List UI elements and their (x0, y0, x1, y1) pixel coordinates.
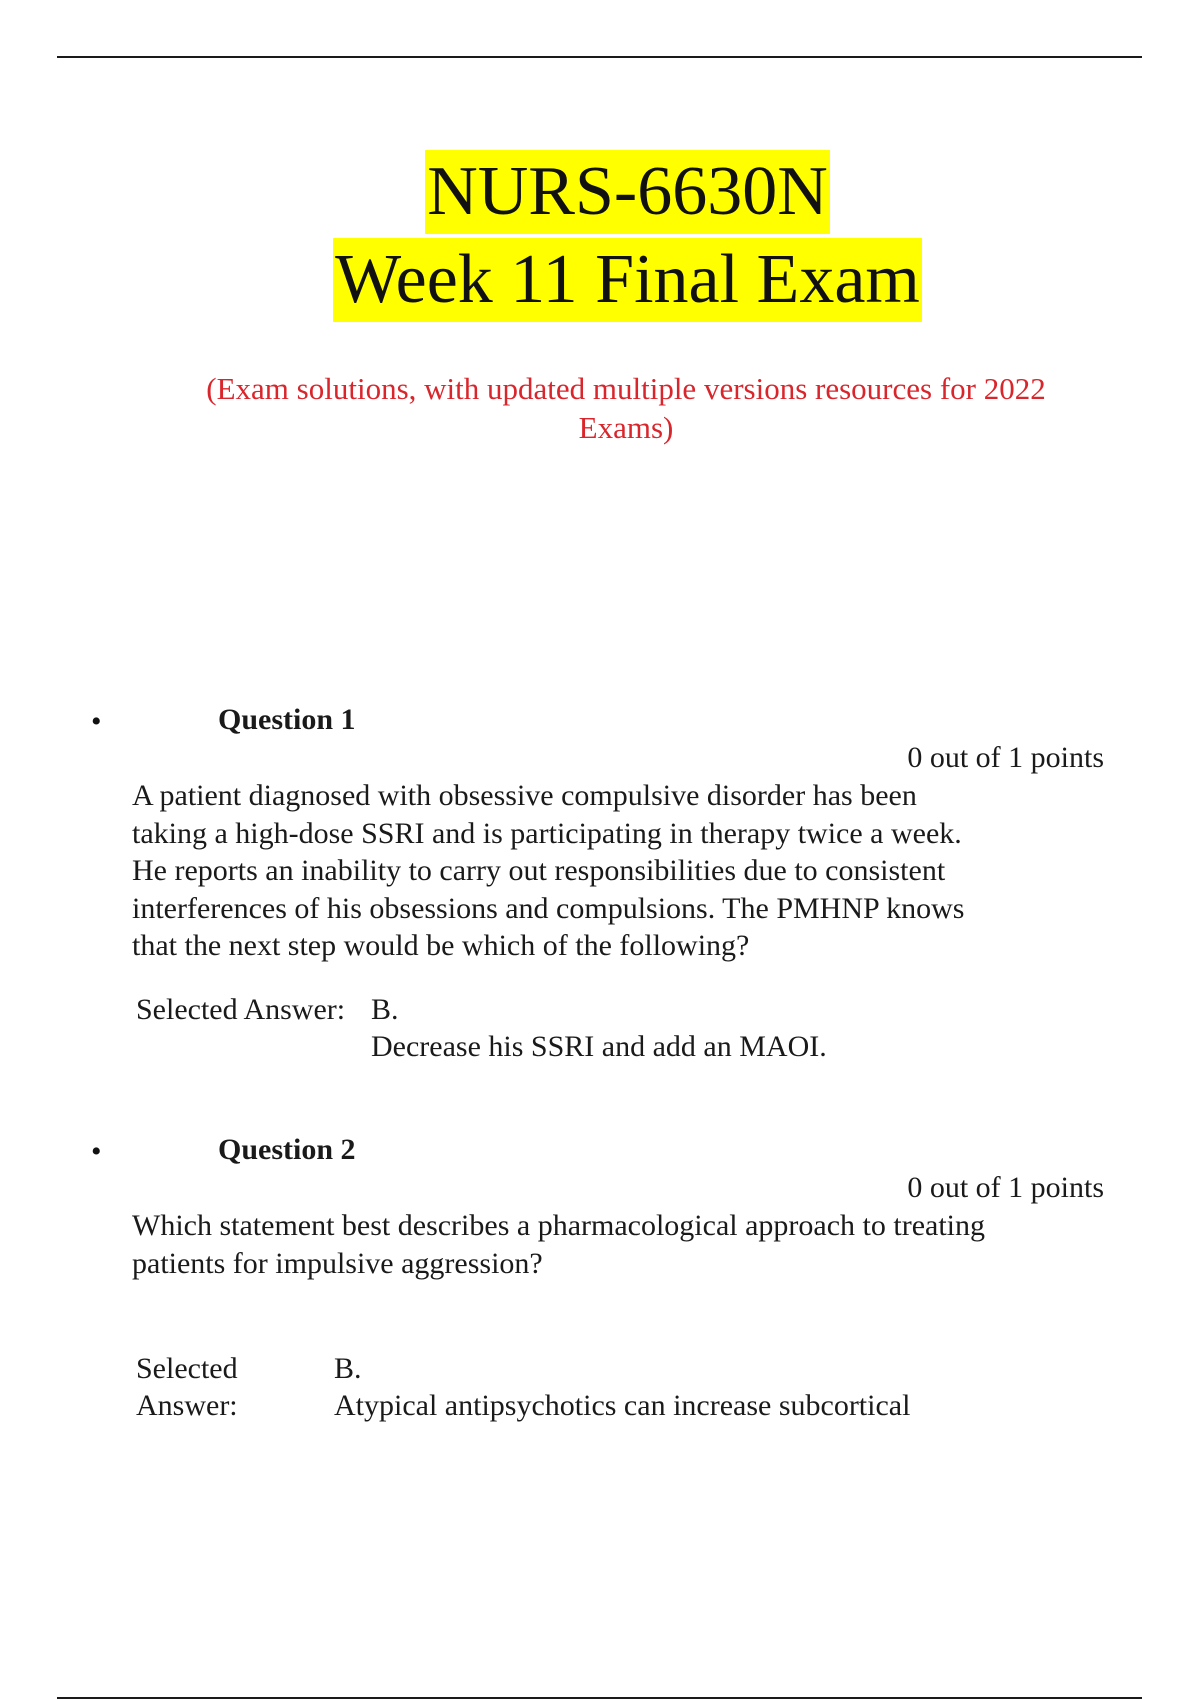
question-1-selected-answer-label: Selected Answer: (136, 993, 346, 1026)
question-2-selected-answer-label (136, 1350, 238, 1424)
top-rule (57, 56, 1142, 58)
course-code-heading: NURS-6630N (425, 150, 830, 234)
question-2-text-line: patients for impulsive aggression? (132, 1246, 543, 1280)
subtitle-line-1: (Exam solutions, with updated multiple versions resources for 2022 (206, 371, 1046, 406)
question-1-text-line: He reports an inability to carry out responsibilities due to consistent (132, 854, 946, 887)
bullet-icon: • (91, 1135, 102, 1168)
question-2-selected-answer-text: Atypical antipsychotics can increase subcortical (334, 1389, 911, 1422)
bullet-icon: • (91, 705, 102, 738)
question-1-selected-answer-letter: B. (371, 993, 399, 1026)
question-1-text-line: A patient diagnosed with obsessive compulsive disorder has been (132, 779, 917, 812)
question-1-selected-answer-text: Decrease his SSRI and add an MAOI. (371, 1030, 827, 1063)
question-2-title: Question 2 (218, 1133, 356, 1166)
subtitle-line-2: Exams) (578, 410, 674, 445)
exam-title-heading: Week 11 Final Exam (333, 238, 922, 322)
question-2-text (132, 1207, 1052, 1282)
question-1-text (132, 777, 1052, 965)
question-1-text-line: that the next step would be which of the following? (132, 929, 750, 962)
question-1-text-line: interferences of his obsessions and compulsions. The PMHNP knows (132, 891, 965, 925)
question-1-points: 0 out of 1 points (907, 741, 1104, 774)
question-2-points: 0 out of 1 points (907, 1171, 1104, 1204)
question-2-selected-label-line-2: Answer: (136, 1389, 238, 1422)
question-1-title: Question 1 (218, 703, 356, 736)
question-2-selected-answer-letter: B. (334, 1352, 362, 1385)
question-1-text-line: taking a high-dose SSRI and is participating in therapy twice a week. (132, 816, 962, 850)
subtitle (180, 369, 1072, 447)
document-title (0, 150, 1200, 322)
question-2-selected-label-line-1: Selected (136, 1352, 238, 1385)
bottom-rule (57, 1697, 1142, 1699)
question-2-text-line: Which statement best describes a pharmacological approach to treating (132, 1209, 985, 1242)
